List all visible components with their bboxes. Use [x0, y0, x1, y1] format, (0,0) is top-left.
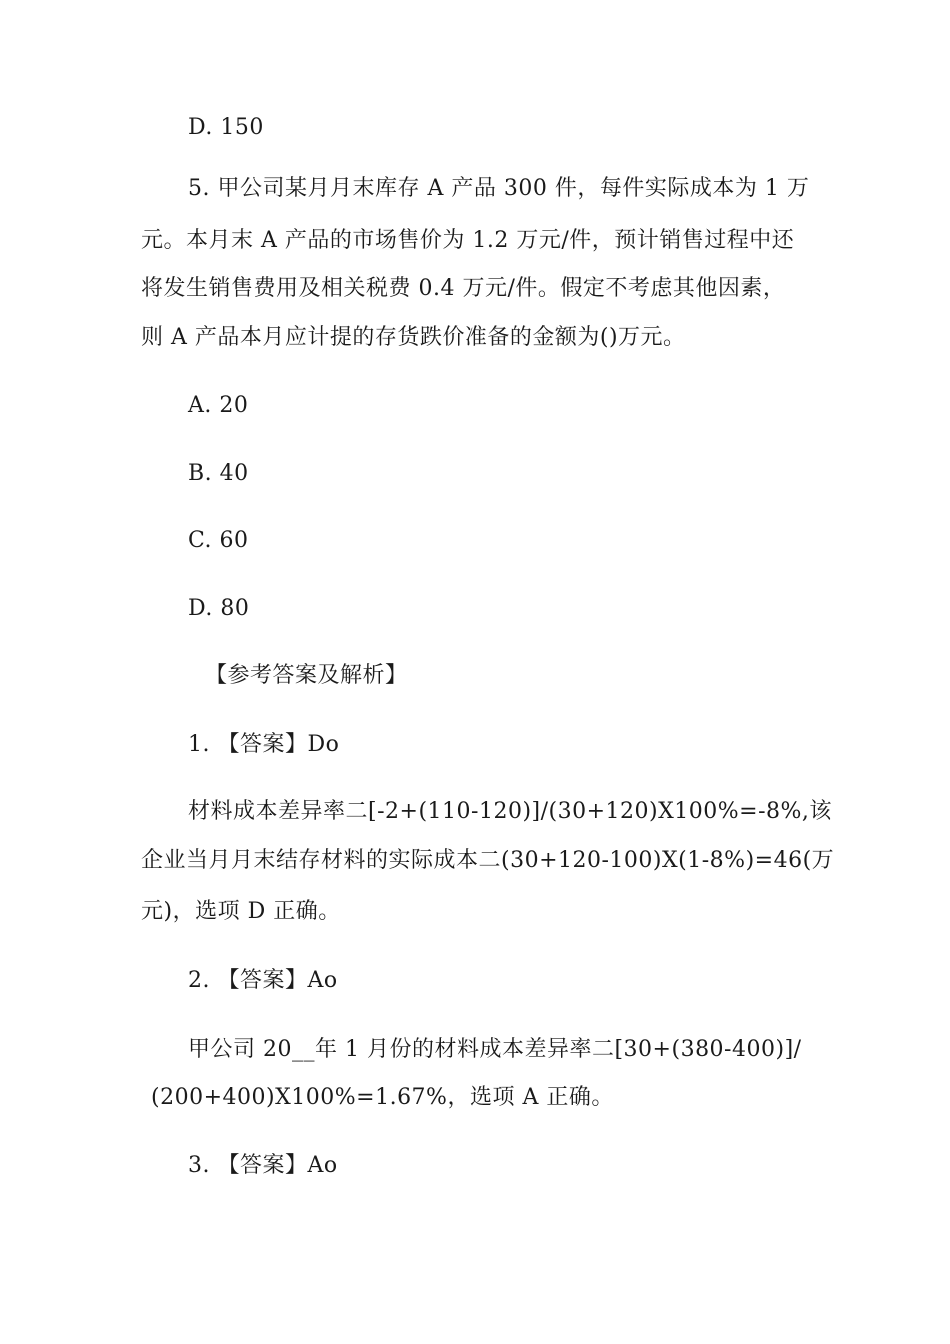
answer-1-label: 1. 【答案】Do	[188, 732, 340, 757]
answer-1-explanation-line-1: 材料成本差异率二[-2+(110-120)]/(30+120)X100%=-8%,该	[188, 799, 832, 824]
q5-option-c: C. 60	[188, 528, 249, 553]
q4-option-d: D. 150	[188, 115, 264, 140]
q5-text-line-4: 则 A 产品本月应计提的存货跌价准备的金额为()万元。	[141, 325, 686, 350]
q5-text-line-1: 5. 甲公司某月月末库存 A 产品 300 件，每件实际成本为 1 万	[188, 176, 810, 201]
answer-2-explanation-line-2: (200+400)X100%=1.67%，选项 A 正确。	[151, 1085, 614, 1110]
q5-text-line-3: 将发生销售费用及相关税费 0.4 万元/件。假定不考虑其他因素，	[141, 276, 786, 301]
q5-text-line-2: 元。本月末 A 产品的市场售价为 1.2 万元/件，预计销售过程中还	[141, 228, 795, 253]
answer-1-explanation-line-3: 元)，选项 D 正确。	[141, 899, 341, 924]
q5-option-d: D. 80	[188, 596, 250, 621]
q5-option-b: B. 40	[188, 461, 249, 486]
answer-2-explanation-line-1: 甲公司 20__年 1 月份的材料成本差异率二[30+(380-400)]/	[188, 1037, 802, 1062]
answer-1-explanation-line-2: 企业当月月末结存材料的实际成本二(30+120-100)X(1-8%)=46(万	[141, 848, 835, 873]
answer-3-label: 3. 【答案】Ao	[188, 1153, 338, 1178]
section-heading: 【参考答案及解析】	[205, 663, 408, 688]
q5-option-a: A. 20	[188, 393, 249, 418]
answer-2-label: 2. 【答案】Ao	[188, 968, 338, 993]
